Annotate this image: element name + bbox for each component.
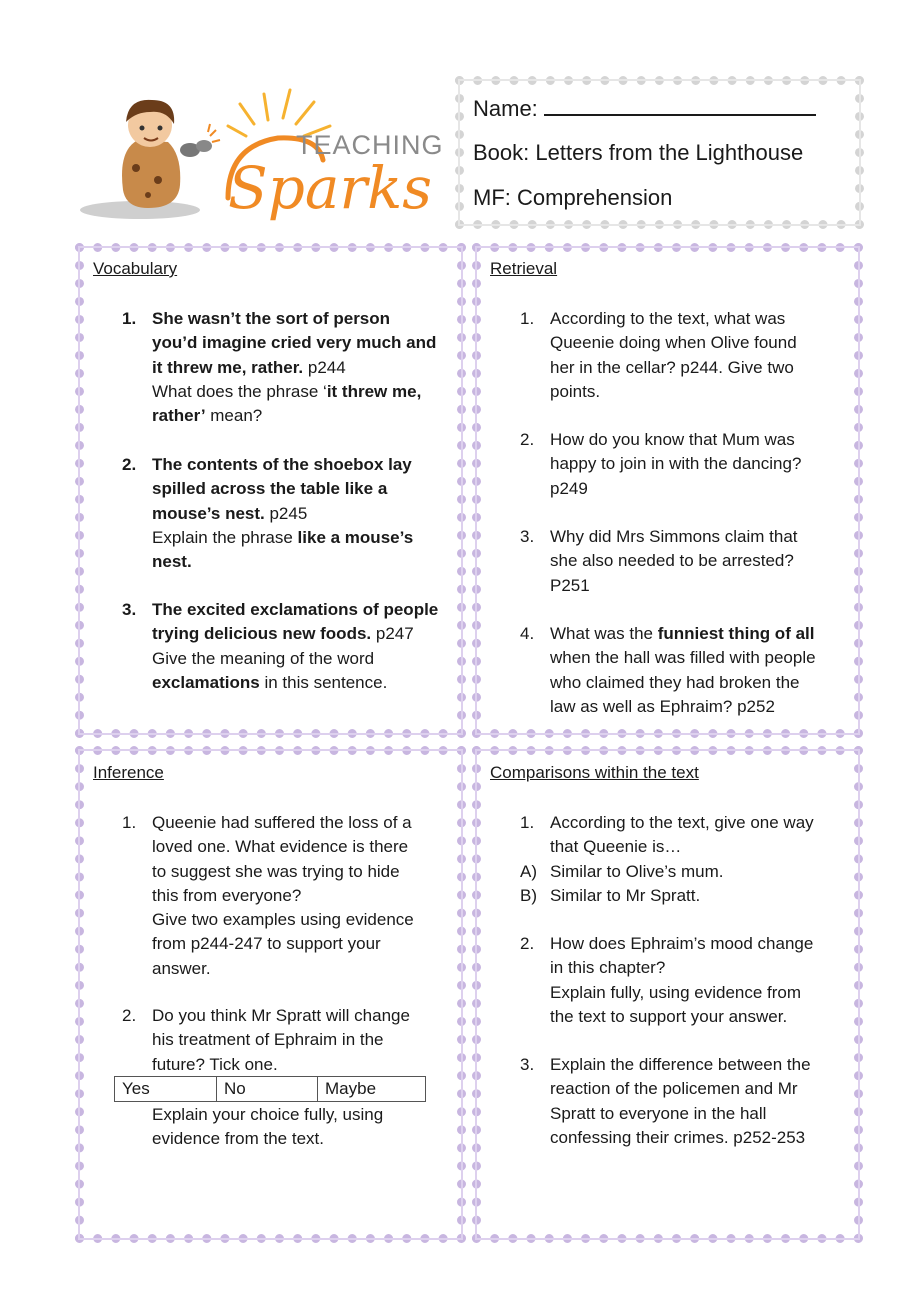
vocabulary-question-1: 1. She wasn’t the sort of person you’d imagine cried very much and it threw me, rather. p244 What does the phrase ‘it threw me, rather’ mean? xyxy=(122,309,437,426)
inference-question-1: 1. Queenie had suffered the loss of a loved one. What evidence is there to suggest she was trying to hide this from everyone? Give two examples using evidence from p244-247 to support your answer. xyxy=(122,813,414,978)
comparisons-question-2: 2. How does Ephraim’s mood change in this chapter? Explain fully, using evidence from the text to support your answer. xyxy=(520,934,814,1026)
comparisons-title: Comparisons within the text xyxy=(490,763,699,782)
retrieval-question-2: 2. How do you know that Mum was happy to join in with the dancing? p249 xyxy=(520,430,802,498)
tick-option-no[interactable]: No xyxy=(217,1077,318,1102)
retrieval-question-4: 4. What was the funniest thing of all when the hall was filled with people who claimed they had broken the law as well as Ephraim? p252 xyxy=(520,624,816,716)
question-number: 1. xyxy=(122,813,137,832)
name-blank[interactable] xyxy=(544,94,816,116)
comparisons-option-a: A) Similar to Olive’s mum. xyxy=(550,860,724,884)
option-letter: A) xyxy=(520,862,537,881)
question-number: 2. xyxy=(520,934,535,953)
comparisons-question-3: 3. Explain the difference between the reaction of the policemen and Mr Spratt to everyone in the hall confessing their crimes. p252-253 xyxy=(520,1055,811,1147)
tick-option-maybe[interactable]: Maybe xyxy=(318,1077,426,1102)
name-line[interactable] xyxy=(473,94,816,122)
retrieval-question-1: 1. According to the text, what was Queenie doing when Olive found her in the cellar? p244. Give two points. xyxy=(520,309,797,401)
inference-title: Inference xyxy=(93,763,164,782)
teaching-sparks-logo xyxy=(78,80,448,230)
logo-graphic xyxy=(78,80,448,230)
logo-word-sparks: Sparks xyxy=(228,154,433,222)
vocabulary-title: Vocabulary xyxy=(93,259,178,278)
question-number: 1. xyxy=(122,309,137,328)
tick-one-table xyxy=(114,1076,426,1102)
option-letter: B) xyxy=(520,886,537,905)
question-number: 1. xyxy=(520,309,535,328)
vocabulary-question-3: 3. The excited exclamations of people trying delicious new foods. p247 Give the meaning of the word exclamations in this sentence. xyxy=(122,600,439,692)
question-number: 3. xyxy=(122,600,137,619)
question-number: 2. xyxy=(122,455,137,474)
retrieval-title: Retrieval xyxy=(490,259,558,278)
book-line: Book: Letters from the Lighthouse xyxy=(473,140,804,165)
comparisons-question-1: 1. According to the text, give one way that Queenie is… xyxy=(520,813,814,857)
mf-line: MF: Comprehension xyxy=(473,185,673,210)
logo-word-teaching: TEACHING xyxy=(296,130,444,160)
question-number: 3. xyxy=(520,527,535,546)
inference-question-2-followup: Explain your choice fully, using evidence from the text. xyxy=(152,1105,384,1149)
retrieval-question-3: 3. Why did Mrs Simmons claim that she also needed to be arrested? P251 xyxy=(520,527,798,595)
inference-question-2: 2. Do you think Mr Spratt will change his treatment of Ephraim in the future? Tick one. xyxy=(122,1006,410,1074)
name-label: Name: xyxy=(473,96,538,121)
question-number: 1. xyxy=(520,813,535,832)
caveman-icon xyxy=(122,140,180,208)
comparisons-option-b: B) Similar to Mr Spratt. xyxy=(550,884,700,908)
question-number: 3. xyxy=(520,1055,535,1074)
question-number: 2. xyxy=(122,1006,137,1025)
question-number: 2. xyxy=(520,430,535,449)
vocabulary-question-2: 2. The contents of the shoebox lay spilled across the table like a mouse’s nest. p245 Explain the phrase like a mouse’s nest. xyxy=(122,455,414,572)
tick-option-yes[interactable]: Yes xyxy=(115,1077,217,1102)
question-number: 4. xyxy=(520,624,535,643)
